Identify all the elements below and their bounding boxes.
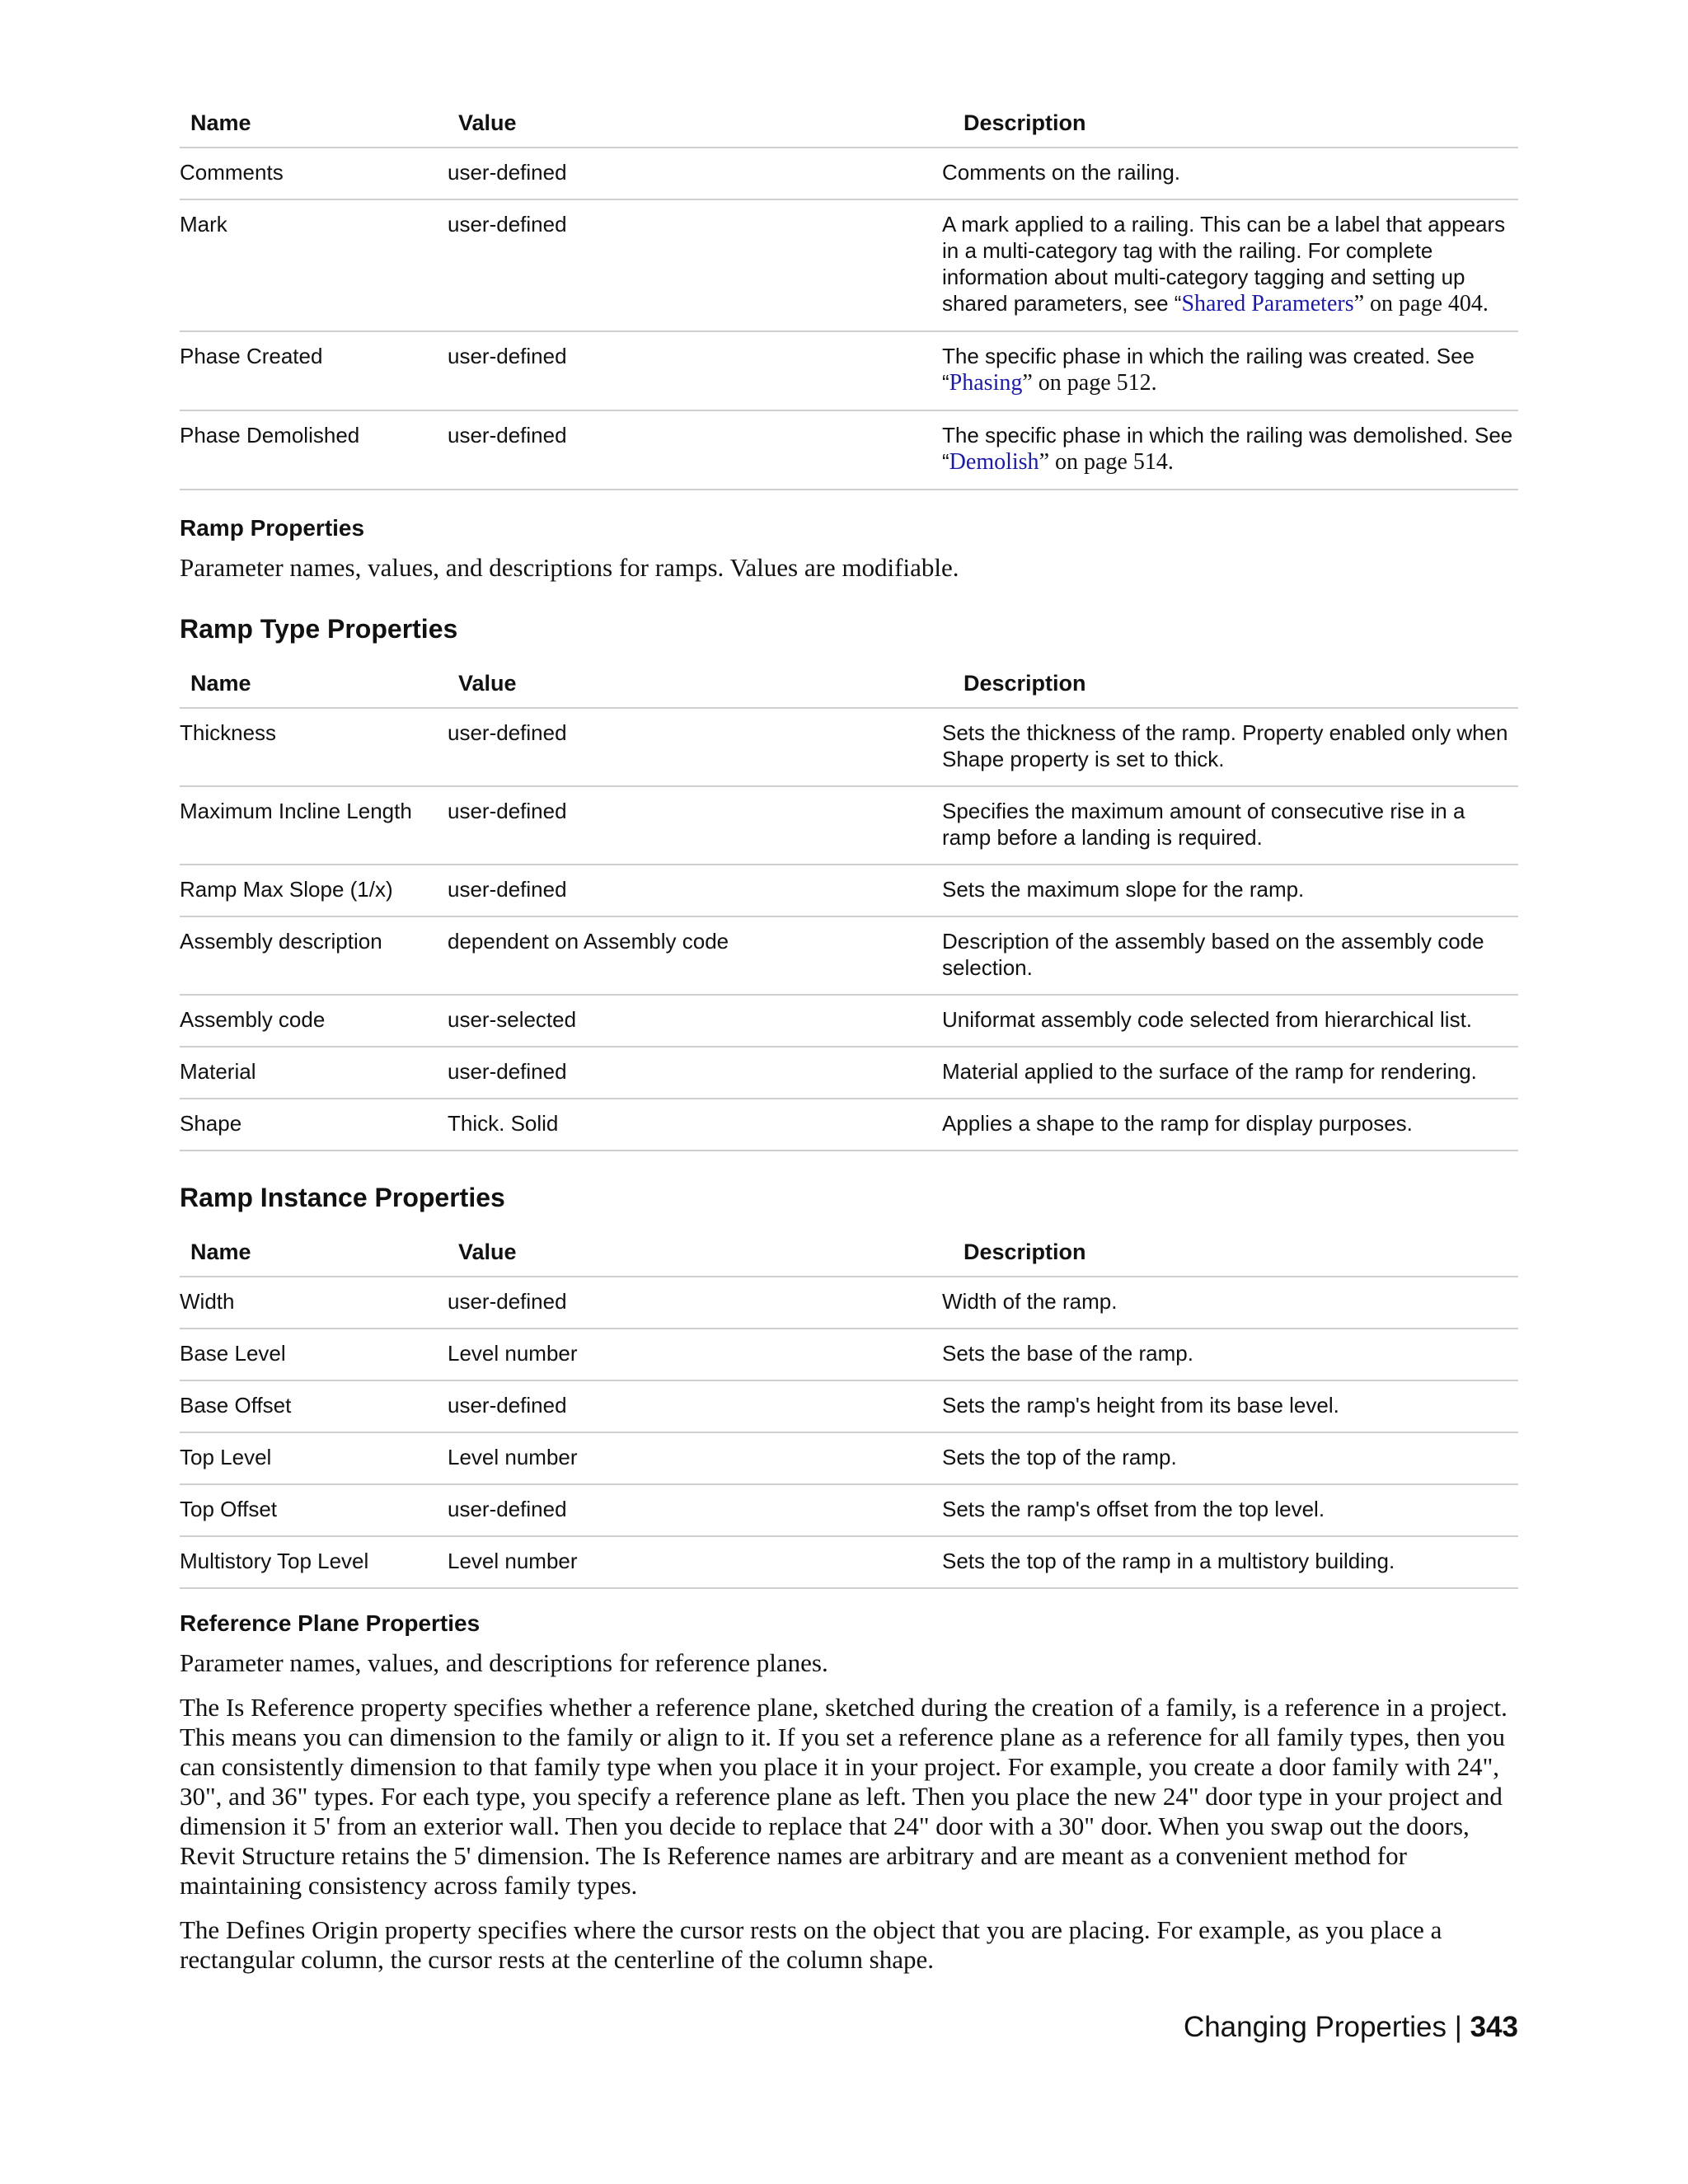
column-description-header: Description bbox=[964, 1239, 1086, 1264]
ramp-properties-heading: Ramp Properties bbox=[180, 515, 365, 541]
table-header bbox=[180, 1228, 1518, 1277]
document-page bbox=[180, 99, 1518, 1975]
table-row: Maximum Incline Length user-defined Specifies the maximum amount of consecutive rise in a ramp before a landing is required. bbox=[180, 787, 1518, 865]
column-name-header: Name bbox=[190, 670, 251, 696]
column-description-header: Description bbox=[964, 110, 1086, 135]
column-value-header: Value bbox=[458, 670, 517, 696]
table-row: Assembly description dependent on Assembly code Description of the assembly based on the assembly code selection. bbox=[180, 917, 1518, 996]
ramp-properties-text: Parameter names, values, and descriptions for ramps. Values are modifiable. bbox=[180, 553, 959, 582]
ramp-instance-properties-table bbox=[180, 1228, 1518, 1589]
reference-plane-properties-heading: Reference Plane Properties bbox=[180, 1610, 481, 1636]
railing-properties-table bbox=[180, 99, 1518, 490]
ramp-instance-properties-heading: Ramp Instance Properties bbox=[180, 1183, 505, 1212]
table-row: Mark user-defined A mark applied to a railing. This can be a label that appears in a multi-category tag with the railing. For complete information about multi-category tagging and setting up shared parameters, see “Shared Parameters” on page 404. bbox=[180, 200, 1518, 332]
link-shared-parameters[interactable]: Shared Parameters bbox=[1181, 291, 1354, 316]
table-header bbox=[180, 659, 1518, 709]
table-row: Thickness user-defined Sets the thickness of the ramp. Property enabled only when Shape property is set to thick. bbox=[180, 709, 1518, 787]
column-name-header: Name bbox=[190, 1239, 251, 1264]
table-row: Top Offset user-defined Sets the ramp's offset from the top level. bbox=[180, 1485, 1518, 1537]
table-row: Phase Demolished user-defined The specific phase in which the railing was demolished. See “Demolish” on page 514. bbox=[180, 411, 1518, 490]
table-row: Ramp Max Slope (1/x) user-defined Sets the maximum slope for the ramp. bbox=[180, 865, 1518, 917]
column-value-header: Value bbox=[458, 1239, 517, 1264]
table-row: Top Level Level number Sets the top of the ramp. bbox=[180, 1433, 1518, 1485]
footer-section-title: Changing Properties bbox=[1183, 2011, 1447, 2043]
defines-origin-paragraph: The Defines Origin property specifies where the cursor rests on the object that you are placing. For example, as you place a rectangular column, the cursor rests at the centerline of the column shape. bbox=[180, 1915, 1442, 1974]
page-footer bbox=[1184, 2011, 1518, 2044]
table-row: Assembly code user-selected Uniformat assembly code selected from hierarchical list. bbox=[180, 996, 1518, 1047]
table-row: Base Offset user-defined Sets the ramp's height from its base level. bbox=[180, 1381, 1518, 1433]
table-row: Multistory Top Level Level number Sets the top of the ramp in a multistory building. bbox=[180, 1537, 1518, 1589]
ramp-type-properties-table bbox=[180, 659, 1518, 1151]
table-header bbox=[180, 99, 1518, 148]
column-name-header: Name bbox=[190, 110, 251, 135]
column-description-header: Description bbox=[964, 670, 1086, 696]
table-row: Phase Created user-defined The specific phase in which the railing was created. See “Phasing” on page 512. bbox=[180, 332, 1518, 411]
table-row: Width user-defined Width of the ramp. bbox=[180, 1277, 1518, 1329]
table-row: Material user-defined Material applied to the surface of the ramp for rendering. bbox=[180, 1047, 1518, 1099]
table-row: Shape Thick. Solid Applies a shape to the ramp for display purposes. bbox=[180, 1099, 1518, 1151]
link-demolish[interactable]: Demolish bbox=[949, 449, 1039, 475]
footer-separator: | bbox=[1454, 2011, 1462, 2043]
table-row: Base Level Level number Sets the base of the ramp. bbox=[180, 1329, 1518, 1381]
table-row: Comments user-defined Comments on the railing. bbox=[180, 148, 1518, 200]
page-number: 343 bbox=[1470, 2011, 1518, 2043]
is-reference-paragraph: The Is Reference property specifies whether a reference plane, sketched during the creation of a family, is a reference in a project. This means you can dimension to the family or align to it. If you set a reference plane as a reference for all family types, then you can consistently dimension to that family type when you place it in your project. For example, you create a door family with 24", 30", and 36" types. For each type, you specify a reference plane as left. Then you place the new 24" door type in your project and dimension it 5' from an exterior wall. Then you decide to replace that 24" door with a 30" door. When you swap out the doors, Revit Structure retains the 5' dimension. The Is Reference names are arbitrary and are meant as a convenient method for maintaining consistency across family types. bbox=[180, 1693, 1507, 1900]
link-phasing[interactable]: Phasing bbox=[949, 370, 1023, 396]
reference-plane-intro: Parameter names, values, and descriptions for reference planes. bbox=[180, 1648, 828, 1677]
column-value-header: Value bbox=[458, 110, 517, 135]
ramp-type-properties-heading: Ramp Type Properties bbox=[180, 614, 458, 644]
